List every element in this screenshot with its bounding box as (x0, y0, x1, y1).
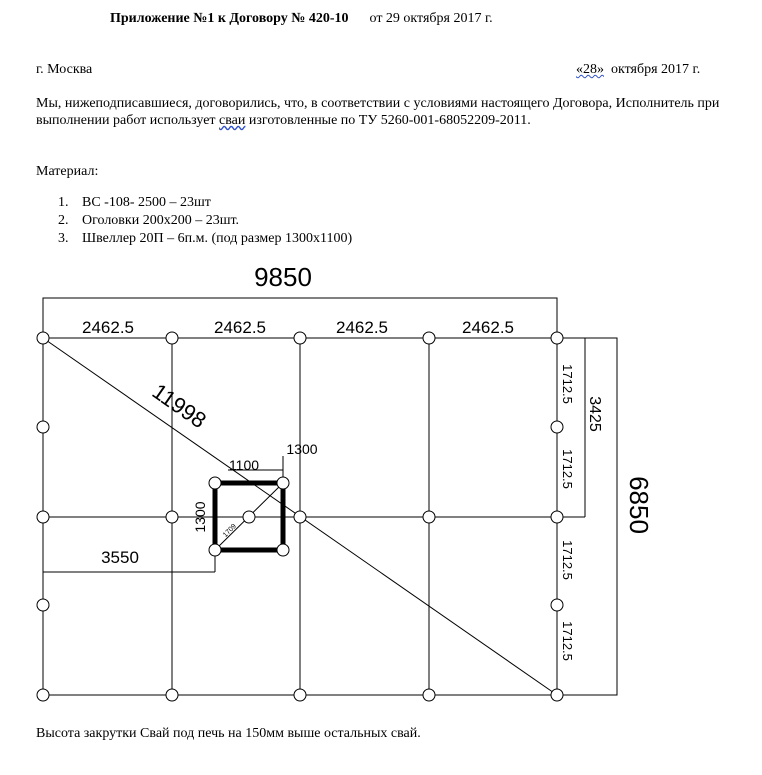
pile-marker (423, 332, 435, 344)
right-span-label: 1712.5 (560, 621, 575, 661)
intro-text-2: изготовленные по ТУ 5260-001-68052209-2011. (245, 113, 531, 128)
pile-marker (37, 689, 49, 701)
total-width-label: 9850 (254, 262, 312, 292)
footer-note: Высота закрутки Свай под печь на 150мм выше остальных свай. (36, 726, 421, 741)
stove-pile-marker (209, 477, 221, 489)
date-rest: октября 2017 г. (611, 62, 701, 77)
right-span-label: 1712.5 (560, 364, 575, 404)
date-day: «28» (576, 62, 604, 77)
stove-height-label: 1300 (192, 501, 208, 533)
pile-marker (37, 332, 49, 344)
pile-marker (166, 332, 178, 344)
stove-pile-marker (277, 544, 289, 556)
pile-marker (551, 599, 563, 611)
span-label: 2462.5 (462, 318, 514, 337)
material-text: Оголовки 200х200 – 23шт. (82, 213, 240, 228)
half-height-label: 3425 (586, 396, 603, 432)
stove-pile-marker (209, 544, 221, 556)
diagonal-label: 11998 (147, 378, 211, 434)
material-number: 1. (58, 195, 69, 210)
total-height-label: 6850 (624, 476, 654, 534)
stove-pile-marker (243, 511, 255, 523)
stove-width-label: 1100 (228, 457, 260, 473)
stove-pile-marker (277, 477, 289, 489)
material-number: 2. (58, 213, 69, 228)
right-span-label: 1712.5 (560, 540, 575, 580)
pile-marker (294, 511, 306, 523)
title-contract: Приложение №1 к Договору № 420-10 (110, 11, 349, 26)
pile-marker (551, 332, 563, 344)
material-text: ВС -108- 2500 – 23шт (82, 195, 211, 210)
pile-marker (166, 689, 178, 701)
pile-marker (37, 421, 49, 433)
pile-marker (551, 421, 563, 433)
pile-marker (423, 511, 435, 523)
material-text: Швеллер 20П – 6п.м. (под размер 1300х1100) (82, 231, 353, 246)
offset-label: 3550 (101, 548, 139, 567)
span-label: 2462.5 (82, 318, 134, 337)
pile-marker (551, 689, 563, 701)
stove-right-label: 1300 (286, 441, 318, 457)
span-label: 2462.5 (336, 318, 388, 337)
intro-text-1: Мы, нижеподписавшиеся, договорились, что, в соответствии с условиями настоящего Договора, Исполнитель при выполнении работ использует (36, 96, 720, 128)
pile-marker (551, 511, 563, 523)
pile-marker (37, 599, 49, 611)
material-number: 3. (58, 231, 69, 246)
title-date: от 29 октября 2017 г. (369, 11, 493, 26)
stove-diagonal-label: 1709 (221, 522, 238, 539)
city: г. Москва (36, 62, 93, 77)
right-span-label: 1712.5 (560, 449, 575, 489)
span-label: 2462.5 (214, 318, 266, 337)
pile-marker (294, 689, 306, 701)
materials-label: Материал: (36, 164, 99, 179)
intro-word-svai: сваи (219, 113, 246, 128)
pile-marker (294, 332, 306, 344)
pile-marker (423, 689, 435, 701)
pile-marker (37, 511, 49, 523)
pile-marker (166, 511, 178, 523)
